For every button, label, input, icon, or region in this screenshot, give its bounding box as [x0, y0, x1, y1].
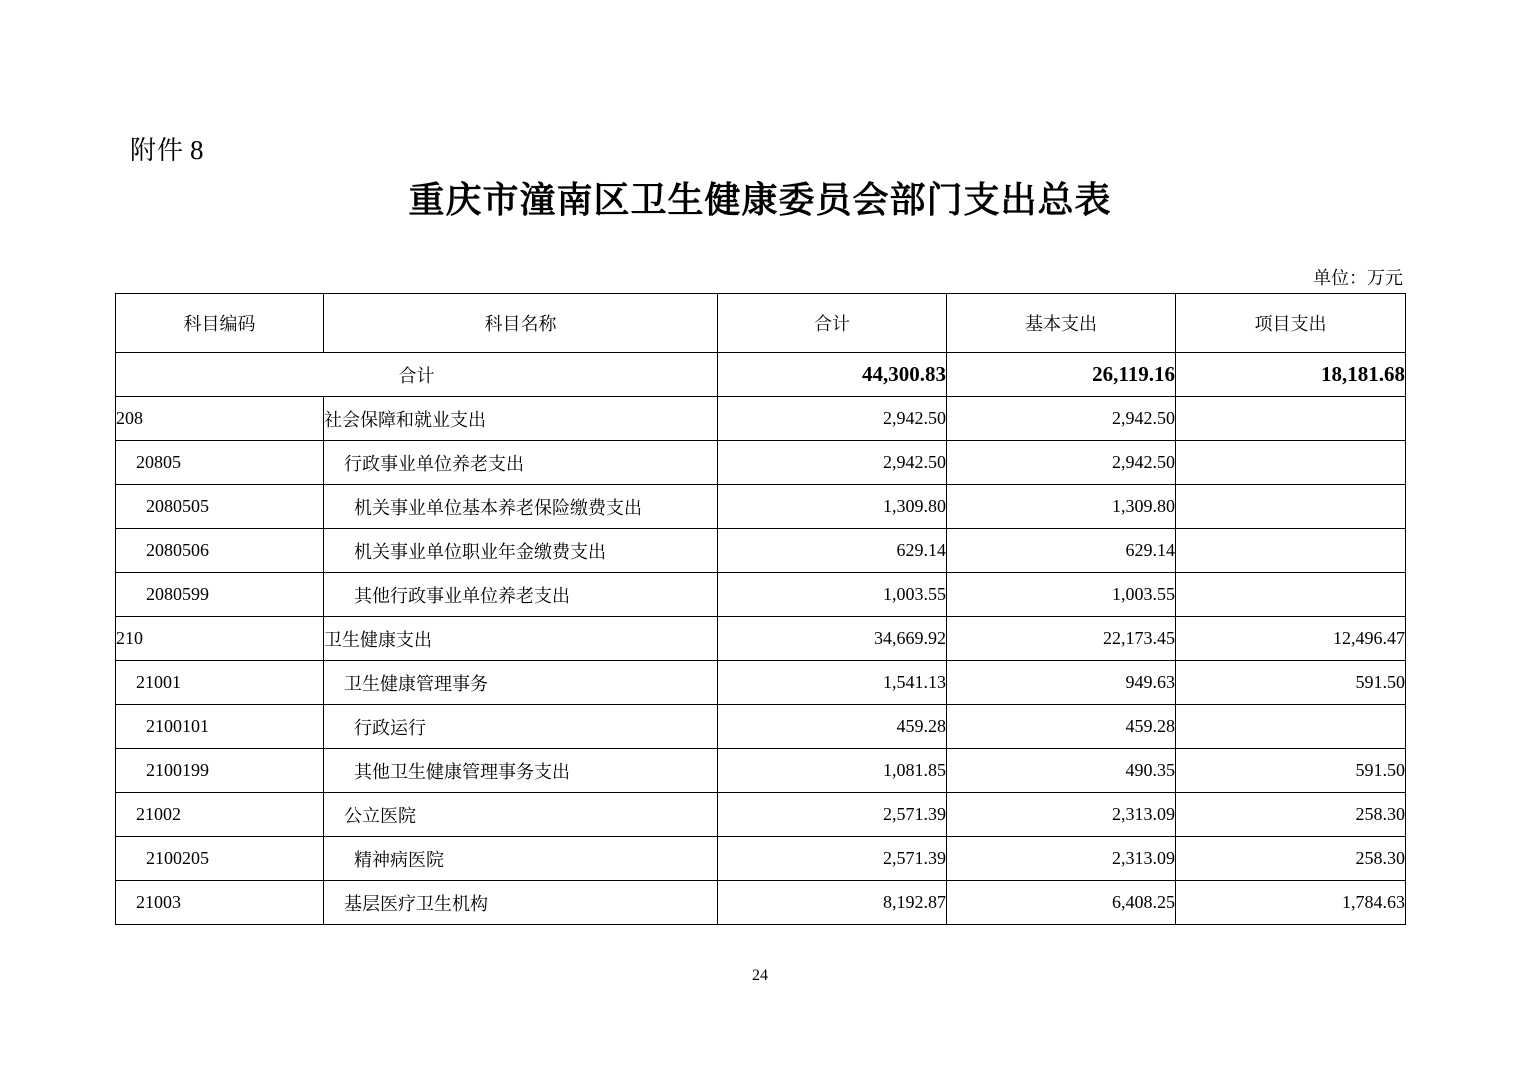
table-row [116, 749, 1406, 793]
row-code: 21001 [116, 661, 324, 705]
row-project: 258.30 [1176, 793, 1406, 837]
row-sum: 629.14 [718, 529, 947, 573]
row-project [1176, 529, 1406, 573]
row-sum: 34,669.92 [718, 617, 947, 661]
row-name: 其他行政事业单位养老支出 [324, 573, 718, 617]
row-code: 21002 [116, 793, 324, 837]
row-sum: 459.28 [718, 705, 947, 749]
row-project [1176, 441, 1406, 485]
row-name: 基层医疗卫生机构 [324, 881, 718, 925]
row-code: 2100205 [116, 837, 324, 881]
row-code: 2080505 [116, 485, 324, 529]
table-row [116, 661, 1406, 705]
row-code: 2080599 [116, 573, 324, 617]
row-code: 20805 [116, 441, 324, 485]
row-basic: 1,309.80 [947, 485, 1176, 529]
header-basic: 基本支出 [947, 294, 1176, 353]
row-sum: 2,571.39 [718, 837, 947, 881]
expenditure-table [115, 293, 1406, 925]
unit-label: 单位：万元 [1313, 268, 1403, 289]
header-code: 科目编码 [116, 294, 324, 353]
row-code: 21003 [116, 881, 324, 925]
row-name: 精神病医院 [324, 837, 718, 881]
row-sum: 1,309.80 [718, 485, 947, 529]
total-sum: 44,300.83 [718, 353, 947, 397]
row-project [1176, 485, 1406, 529]
table-row [116, 881, 1406, 925]
row-name: 卫生健康支出 [324, 617, 718, 661]
table-row [116, 705, 1406, 749]
table-row [116, 837, 1406, 881]
header-project: 项目支出 [1176, 294, 1406, 353]
row-basic: 2,942.50 [947, 397, 1176, 441]
row-sum: 1,003.55 [718, 573, 947, 617]
row-basic: 459.28 [947, 705, 1176, 749]
table-row [116, 441, 1406, 485]
row-sum: 1,081.85 [718, 749, 947, 793]
row-name: 机关事业单位基本养老保险缴费支出 [324, 485, 718, 529]
row-project: 258.30 [1176, 837, 1406, 881]
row-name: 其他卫生健康管理事务支出 [324, 749, 718, 793]
row-code: 2080506 [116, 529, 324, 573]
row-project [1176, 705, 1406, 749]
table-row [116, 617, 1406, 661]
row-basic: 629.14 [947, 529, 1176, 573]
row-basic: 1,003.55 [947, 573, 1176, 617]
row-project: 12,496.47 [1176, 617, 1406, 661]
row-sum: 8,192.87 [718, 881, 947, 925]
total-project: 18,181.68 [1176, 353, 1406, 397]
table-header-row [116, 294, 1406, 353]
row-code: 208 [116, 397, 324, 441]
row-project: 591.50 [1176, 749, 1406, 793]
row-sum: 1,541.13 [718, 661, 947, 705]
row-name: 行政事业单位养老支出 [324, 441, 718, 485]
row-name: 公立医院 [324, 793, 718, 837]
row-name: 行政运行 [324, 705, 718, 749]
row-code: 210 [116, 617, 324, 661]
row-basic: 22,173.45 [947, 617, 1176, 661]
row-name: 卫生健康管理事务 [324, 661, 718, 705]
table-row [116, 397, 1406, 441]
attachment-text: 附件 [130, 136, 185, 166]
row-project: 1,784.63 [1176, 881, 1406, 925]
row-basic: 490.35 [947, 749, 1176, 793]
table-row [116, 793, 1406, 837]
row-project [1176, 573, 1406, 617]
row-project [1176, 397, 1406, 441]
row-sum: 2,942.50 [718, 397, 947, 441]
row-sum: 2,942.50 [718, 441, 947, 485]
row-code: 2100199 [116, 749, 324, 793]
table-row [116, 529, 1406, 573]
attachment-number: 8 [190, 135, 205, 165]
row-basic: 949.63 [947, 661, 1176, 705]
attachment-label [130, 130, 205, 167]
row-code: 2100101 [116, 705, 324, 749]
row-name: 社会保障和就业支出 [324, 397, 718, 441]
page-number: 24 [752, 967, 768, 984]
row-basic: 2,942.50 [947, 441, 1176, 485]
header-sum: 合计 [718, 294, 947, 353]
row-basic: 2,313.09 [947, 837, 1176, 881]
row-basic: 2,313.09 [947, 793, 1176, 837]
row-project: 591.50 [1176, 661, 1406, 705]
page-title: 重庆市潼南区卫生健康委员会部门支出总表 [408, 180, 1112, 221]
row-sum: 2,571.39 [718, 793, 947, 837]
header-name: 科目名称 [324, 294, 718, 353]
table-row [116, 573, 1406, 617]
table-row [116, 485, 1406, 529]
total-label: 合计 [116, 353, 718, 397]
total-row [116, 353, 1406, 397]
total-basic: 26,119.16 [947, 353, 1176, 397]
row-name: 机关事业单位职业年金缴费支出 [324, 529, 718, 573]
row-basic: 6,408.25 [947, 881, 1176, 925]
